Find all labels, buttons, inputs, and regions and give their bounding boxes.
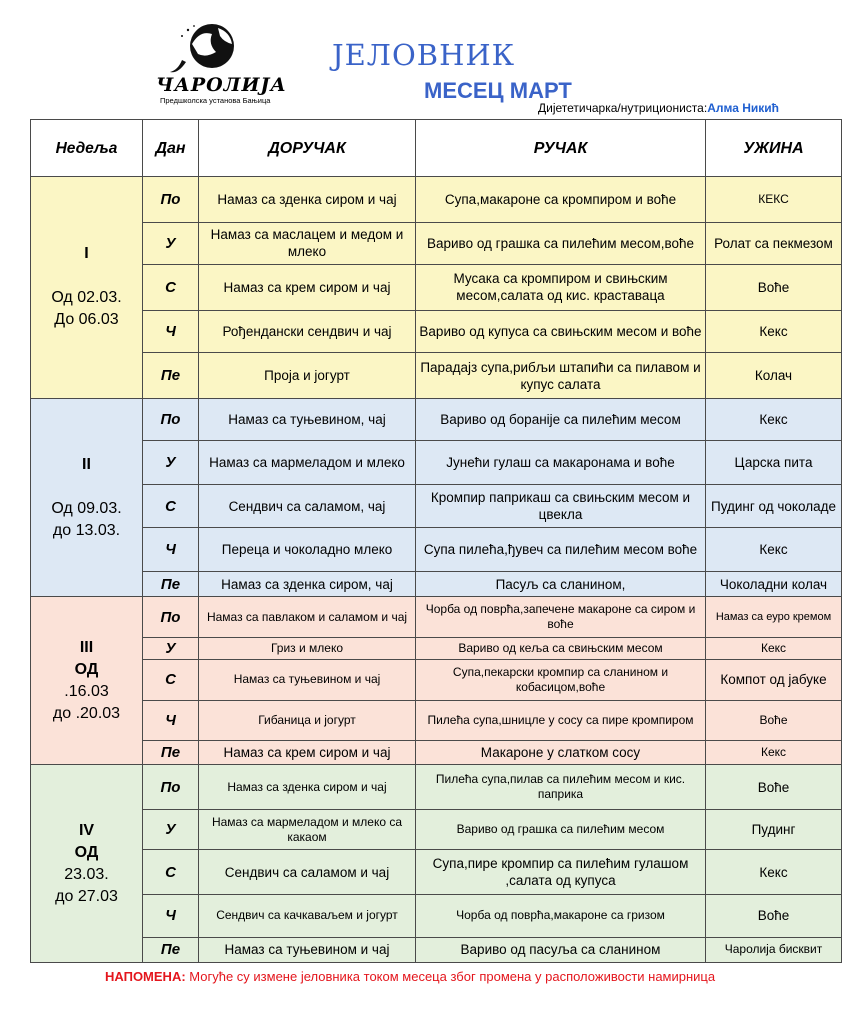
snack-cell: Воће xyxy=(706,765,842,810)
week-to: до 27.03 xyxy=(55,887,118,905)
logo-name: ЧАРОЛИЈА xyxy=(156,74,287,96)
week-cell xyxy=(31,765,143,963)
breakfast-cell: Намаз са крем сиром и чај xyxy=(199,741,416,765)
breakfast-cell: Намаз са павлаком и саламом и чај xyxy=(199,597,416,638)
page-title: ЈЕЛОВНИК xyxy=(332,38,516,72)
day-cell: Пе xyxy=(143,741,199,765)
day-cell: С xyxy=(143,660,199,701)
snack-cell: Кекс xyxy=(706,528,842,572)
lunch-cell: Пилећа супа,шницле у сосу са пире кромпиром xyxy=(416,700,706,741)
dietitian-credit xyxy=(538,101,779,115)
lunch-cell: Вариво од боранije са пилећим месом xyxy=(416,398,706,441)
day-cell: С xyxy=(143,265,199,311)
day-cell: С xyxy=(143,484,199,528)
snack-cell: Намаз са еуро кремом xyxy=(706,597,842,638)
table-row xyxy=(31,809,842,850)
lunch-cell: Супа,макароне са кромпиром и воће xyxy=(416,177,706,223)
lunch-cell: Супа пилећа,ђувеч са пилећим месом воће xyxy=(416,528,706,572)
lunch-cell: Вариво од купуса са свињским месом и воће xyxy=(416,310,706,353)
header-day: Дан xyxy=(143,120,199,177)
snack-cell: Чоколадни колач xyxy=(706,571,842,596)
table-row xyxy=(31,265,842,311)
week-from: .16.03 xyxy=(64,682,109,700)
dietitian-name: Алма Никић xyxy=(707,101,779,115)
table-row xyxy=(31,398,842,441)
snack-cell: Чаролија бисквит xyxy=(706,937,842,962)
header-lunch: РУЧАК xyxy=(416,120,706,177)
note-label: НАПОМЕНА: xyxy=(105,969,186,984)
table-row xyxy=(31,765,842,810)
week-to: до 13.03. xyxy=(52,521,121,539)
table-row xyxy=(31,894,842,937)
week-label: ОД xyxy=(74,843,99,861)
week-cell xyxy=(31,177,143,399)
day-cell: По xyxy=(143,765,199,810)
breakfast-cell: Намаз са зденка сиром, чај xyxy=(199,571,416,596)
day-cell: По xyxy=(143,597,199,638)
lunch-cell: Парадајз супа,рибљи штапићи са пилавом и купус салата xyxy=(416,353,706,399)
globe-logo-icon xyxy=(148,22,276,82)
day-cell: У xyxy=(143,441,199,485)
snack-cell: Кекс xyxy=(706,850,842,895)
note-text: Могуће су измене јеловника током месеца због промена у расположивости намирница xyxy=(185,969,716,984)
week-number: IV xyxy=(78,821,95,839)
breakfast-cell: Намаз са туњевином, чај xyxy=(199,398,416,441)
breakfast-cell: Намаз са туњевином и чај xyxy=(199,660,416,701)
table-row xyxy=(31,310,842,353)
week-number: I xyxy=(84,245,89,263)
breakfast-cell: Намаз са мармеладом и млеко са какаом xyxy=(199,809,416,850)
table-row xyxy=(31,741,842,765)
breakfast-cell: Гриз и млеко xyxy=(199,637,416,659)
header-week: Недеља xyxy=(31,120,143,177)
snack-cell: Воће xyxy=(706,700,842,741)
day-cell: Ч xyxy=(143,700,199,741)
lunch-cell: Вариво од кеља са свињским месом xyxy=(416,637,706,659)
table-row xyxy=(31,353,842,399)
table-row xyxy=(31,571,842,596)
day-cell: У xyxy=(143,637,199,659)
week-label: ОД xyxy=(74,660,99,678)
breakfast-cell: Рођендански сендвич и чај xyxy=(199,310,416,353)
lunch-cell: Чорба од поврћа,макароне са гризом xyxy=(416,894,706,937)
header-breakfast: ДОРУЧАК xyxy=(199,120,416,177)
lunch-cell: Супа,пекарски кромпир са сланином и кобасицом,воће xyxy=(416,660,706,701)
snack-cell: Воће xyxy=(706,265,842,311)
breakfast-cell: Намаз са зденка сиром и чај xyxy=(199,177,416,223)
lunch-cell: Вариво од грашка са пилећим месом,воће xyxy=(416,222,706,265)
table-row xyxy=(31,937,842,962)
day-cell: Пе xyxy=(143,571,199,596)
day-cell: У xyxy=(143,222,199,265)
table-row xyxy=(31,850,842,895)
day-cell: У xyxy=(143,809,199,850)
day-cell: Ч xyxy=(143,528,199,572)
header-row xyxy=(31,120,842,177)
footnote xyxy=(105,967,805,986)
table-row xyxy=(31,637,842,659)
lunch-cell: Мусака са кромпиром и свињским месом,салата од кис. краставаца xyxy=(416,265,706,311)
week-from: Од 09.03. xyxy=(51,499,122,517)
breakfast-cell: Намаз са зденка сиром и чај xyxy=(199,765,416,810)
lunch-cell: Вариво од грашка са пилећим месом xyxy=(416,809,706,850)
snack-cell: Пудинг xyxy=(706,809,842,850)
table-row xyxy=(31,660,842,701)
day-cell: По xyxy=(143,398,199,441)
lunch-cell: Супа,пире кромпир са пилећим гулашом ,салата од купуса xyxy=(416,850,706,895)
breakfast-cell: Намаз са туњевином и чај xyxy=(199,937,416,962)
month-title: МЕСЕЦ МАРТ xyxy=(424,78,572,103)
table-row xyxy=(31,177,842,223)
breakfast-cell: Переца и чоколадно млеко xyxy=(199,528,416,572)
week-to: до .20.03 xyxy=(52,704,121,722)
snack-cell: КЕКС xyxy=(706,177,842,223)
snack-cell: Пудинг од чоколаде xyxy=(706,484,842,528)
day-cell: Ч xyxy=(143,310,199,353)
day-cell: Пе xyxy=(143,353,199,399)
day-cell: Ч xyxy=(143,894,199,937)
week-number: II xyxy=(82,455,91,473)
logo-subtitle: Предшколска установа Бањица xyxy=(160,96,271,105)
breakfast-cell: Намаз са крем сиром и чај xyxy=(199,265,416,311)
snack-cell: Ролат са пекмезом xyxy=(706,222,842,265)
day-cell: Пе xyxy=(143,937,199,962)
week-from: 23.03. xyxy=(64,865,109,883)
dietitian-label: Дијететичарка/нутрициониста: xyxy=(538,101,708,115)
snack-cell: Кекс xyxy=(706,310,842,353)
header-snack: УЖИНА xyxy=(706,120,842,177)
week-from: Од 02.03. xyxy=(51,289,122,307)
day-cell: С xyxy=(143,850,199,895)
breakfast-cell: Гибаница и јогурт xyxy=(199,700,416,741)
lunch-cell: Макароне у слатком сосу xyxy=(416,741,706,765)
lunch-cell: Кромпир паприкаш са свињским месом и цвекла xyxy=(416,484,706,528)
snack-cell: Царска пита xyxy=(706,441,842,485)
table-row xyxy=(31,597,842,638)
lunch-cell: Чорба од поврћа,запечене макароне са сиром и воће xyxy=(416,597,706,638)
day-cell: По xyxy=(143,177,199,223)
week-cell xyxy=(31,597,143,765)
week-number: III xyxy=(79,638,94,656)
menu-table xyxy=(30,119,842,963)
breakfast-cell: Сендвич са саламом и чај xyxy=(199,850,416,895)
snack-cell: Воће xyxy=(706,894,842,937)
lunch-cell: Пилећа супа,пилав са пилећим месом и кис. паприка xyxy=(416,765,706,810)
breakfast-cell: Намаз са мармеладом и млеко xyxy=(199,441,416,485)
breakfast-cell: Намаз са маслацем и медом и млеко xyxy=(199,222,416,265)
lunch-cell: Јунећи гулаш са макаронама и воће xyxy=(416,441,706,485)
lunch-cell: Пасуљ са сланином, xyxy=(416,571,706,596)
logo xyxy=(148,22,287,106)
snack-cell: Компот од јабуке xyxy=(706,660,842,701)
snack-cell: Кекс xyxy=(706,398,842,441)
table-row xyxy=(31,441,842,485)
breakfast-cell: Сендвич са саламом, чај xyxy=(199,484,416,528)
snack-cell: Колач xyxy=(706,353,842,399)
week-cell xyxy=(31,398,143,596)
table-row xyxy=(31,222,842,265)
breakfast-cell: Сендвич са качкаваљем и јогурт xyxy=(199,894,416,937)
table-row xyxy=(31,528,842,572)
breakfast-cell: Проја и јогурт xyxy=(199,353,416,399)
table-row xyxy=(31,700,842,741)
lunch-cell: Вариво од пасуља са сланином xyxy=(416,937,706,962)
week-to: До 06.03 xyxy=(54,311,119,329)
table-row xyxy=(31,484,842,528)
snack-cell: Кекс xyxy=(706,637,842,659)
snack-cell: Кекс xyxy=(706,741,842,765)
